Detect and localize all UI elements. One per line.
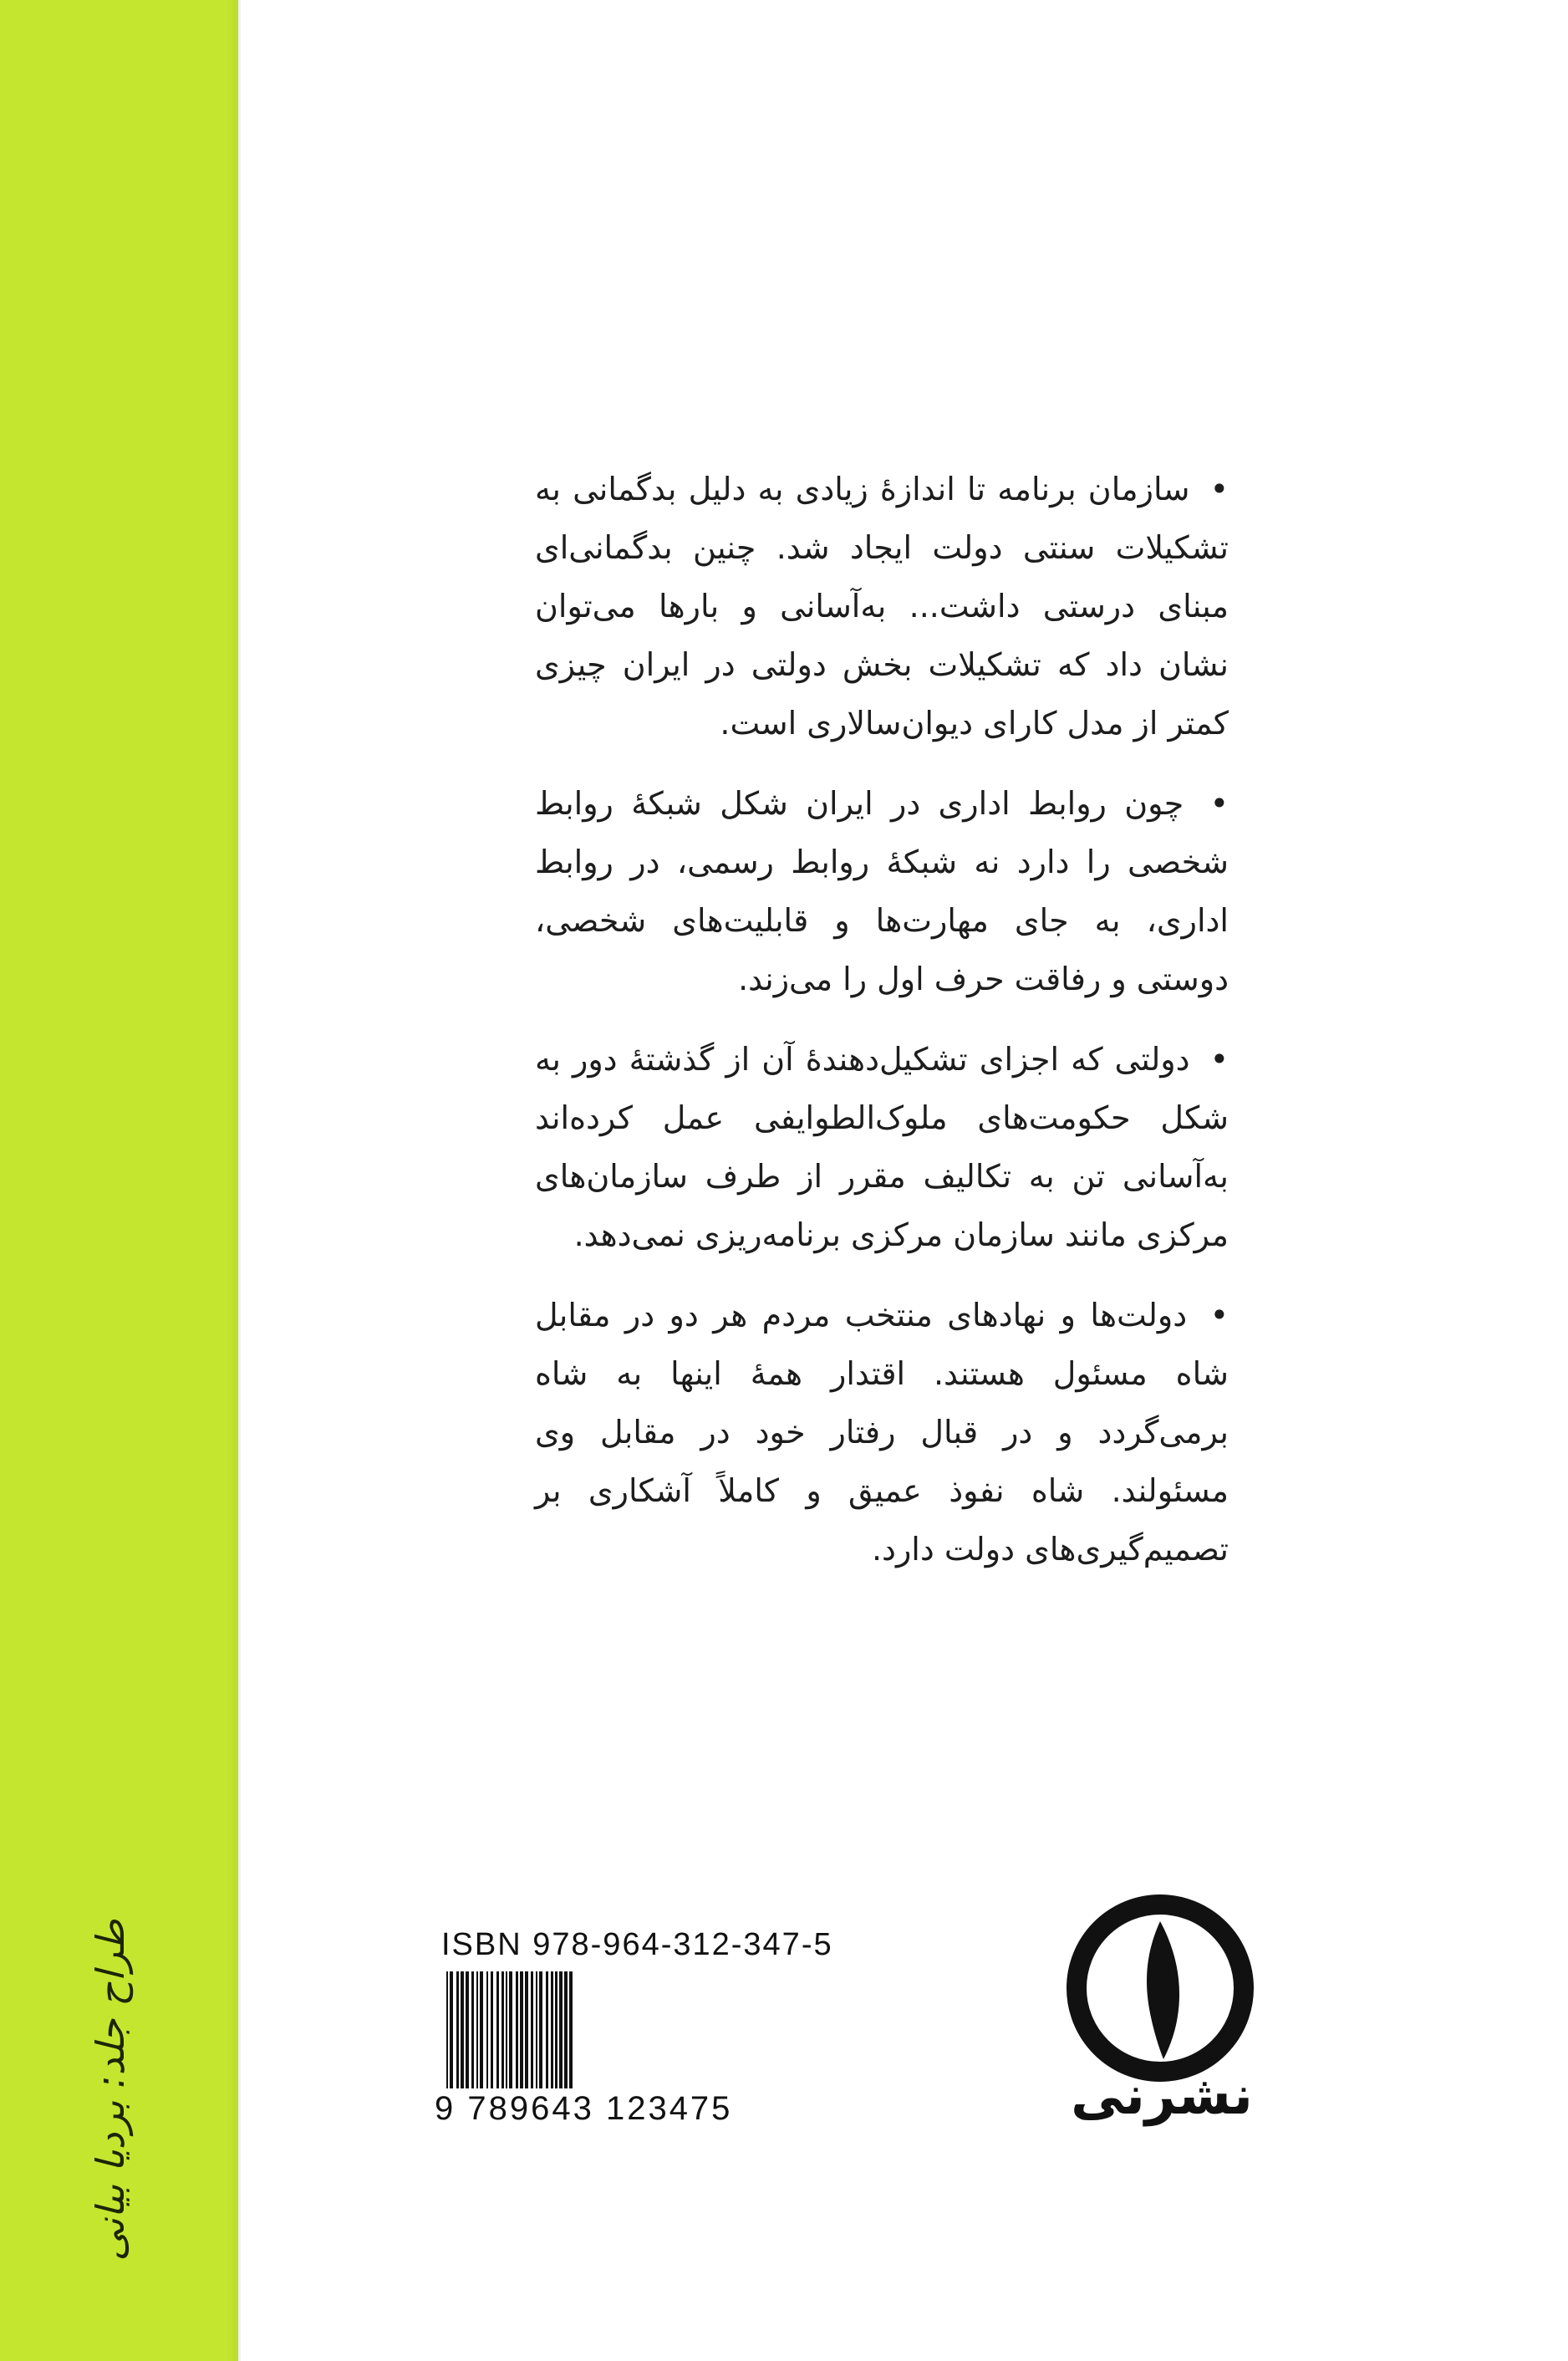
barcode-bar bbox=[546, 1971, 548, 2088]
barcode-bar bbox=[506, 1971, 507, 2088]
book-spine bbox=[0, 0, 238, 2361]
barcode-bar bbox=[531, 1971, 533, 2088]
publisher-name: نشرنی bbox=[1071, 2065, 1253, 2127]
barcode-bar bbox=[471, 1971, 474, 2088]
blurb-paragraph-text: دولت‌ها و نهادهای منتخب مردم هر دو در مقابل شاه مسئول هستند. اقتدار همهٔ اینها به شاه برمی‌گردد و در قبال رفتار خود در مقابل وی مسئولند. شاه نفوذ عمیق و کاملاً آشکاری بر تصمیم‌گیری‌های دولت دارد. bbox=[535, 1297, 1229, 1568]
barcode-bar bbox=[491, 1971, 493, 2088]
barcode-bar bbox=[516, 1971, 518, 2088]
blurb-paragraph-4 bbox=[535, 1286, 1229, 1578]
blurb-paragraph-1 bbox=[535, 460, 1229, 752]
barcode-bar bbox=[539, 1971, 542, 2088]
barcode-bar bbox=[456, 1971, 459, 2088]
barcode-bar bbox=[476, 1971, 478, 2088]
barcode-bar bbox=[450, 1971, 453, 2088]
barcode-bar bbox=[509, 1971, 512, 2088]
barcode-bar bbox=[466, 1971, 469, 2088]
barcode-bar bbox=[496, 1971, 499, 2088]
bullet-icon: • bbox=[1209, 785, 1229, 822]
barcode-bar bbox=[555, 1971, 557, 2088]
spine-shadow bbox=[226, 0, 241, 2361]
barcode-digits: 9 789643 123475 bbox=[435, 2090, 733, 2127]
barcode-bar bbox=[520, 1971, 523, 2088]
cover-designer-credit: طراح جلد: بردیا بیانی bbox=[88, 1919, 133, 2262]
barcode-bar bbox=[486, 1971, 488, 2088]
blurb-paragraph-2 bbox=[535, 774, 1229, 1008]
barcode-bar bbox=[525, 1971, 528, 2088]
blurb-paragraph-text: دولتی که اجزای تشکیل‌دهندهٔ آن از گذشتهٔ دور به شکل حکومت‌های ملوک‌الطوایفی عمل کرده‌اند به‌آسانی تن به تکالیف مقرر از طرف سازمان‌های مرکزی مانند سازمان مرکزی برنامه‌ریزی نمی‌دهد. bbox=[535, 1041, 1229, 1253]
bullet-icon: • bbox=[1209, 1297, 1229, 1333]
barcode-bar bbox=[536, 1971, 537, 2088]
barcode bbox=[443, 1971, 794, 2088]
barcode-bar bbox=[501, 1971, 504, 2088]
blurb-paragraph-text: سازمان برنامه تا اندازهٔ زیادی به دلیل بدگمانی به تشکیلات سنتی دولت ایجاد شد. چنین بدگمانی‌ای مبنای درستی داشت... به‌آسانی و بارها می‌توان نشان داد که تشکیلات بخش دولتی در ایران چیزی کمتر از مدل کارای دیوان‌سالاری است. bbox=[535, 471, 1229, 742]
barcode-bar bbox=[446, 1971, 448, 2088]
isbn-label: ISBN 978-964-312-347-5 bbox=[441, 1927, 833, 1962]
barcode-bar bbox=[559, 1971, 563, 2088]
bullet-icon: • bbox=[1209, 1041, 1229, 1078]
barcode-bar bbox=[461, 1971, 464, 2088]
bullet-icon: • bbox=[1209, 471, 1229, 507]
barcode-bar bbox=[564, 1971, 568, 2088]
blurb-text bbox=[535, 460, 1229, 1600]
publisher-logo-icon bbox=[1060, 1888, 1260, 2088]
barcode-bar bbox=[551, 1971, 553, 2088]
barcode-bar bbox=[569, 1971, 573, 2088]
blurb-paragraph-text: چون روابط اداری در ایران شکل شبکهٔ روابط شخصی را دارد نه شبکهٔ روابط رسمی، در روابط اداری، به جای مهارت‌ها و قابلیت‌های شخصی، دوستی و رفاقت حرف اول را می‌زند. bbox=[535, 785, 1229, 997]
blurb-paragraph-3 bbox=[535, 1030, 1229, 1264]
barcode-bar bbox=[480, 1971, 483, 2088]
